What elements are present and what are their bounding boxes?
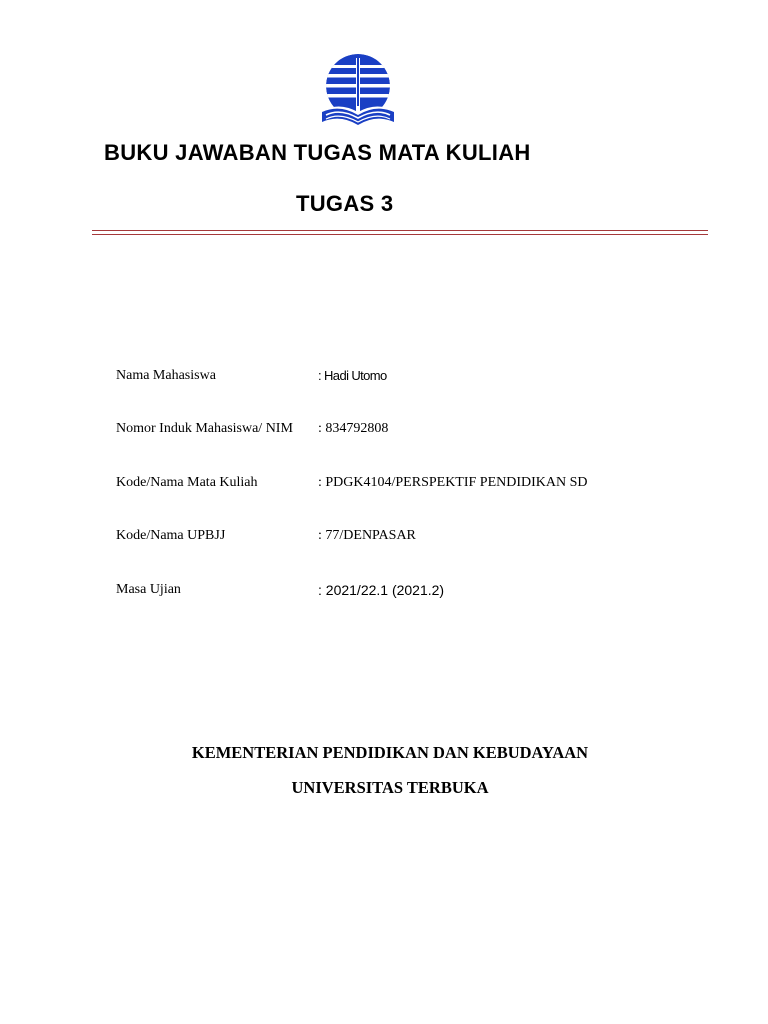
info-row-mata-kuliah — [116, 475, 716, 497]
title-divider-top — [92, 230, 708, 231]
info-row-upbjj — [116, 528, 716, 550]
info-value: : 834792808 — [318, 421, 389, 436]
info-value: : Hadi Utomo — [318, 368, 387, 383]
info-label: Kode/Nama Mata Kuliah — [116, 475, 258, 490]
info-row-nama — [116, 368, 716, 390]
info-label: Kode/Nama UPBJJ — [116, 528, 226, 543]
title-divider-bottom — [92, 234, 708, 235]
info-row-nim — [116, 421, 716, 443]
ministry-name: KEMENTERIAN PENDIDIKAN DAN KEBUDAYAAN — [191, 743, 589, 762]
info-label: Nomor Induk Mahasiswa/ NIM — [116, 421, 293, 436]
info-value: : PDGK4104/PERSPEKTIF PENDIDIKAN SD — [318, 475, 588, 490]
info-value: : 77/DENPASAR — [318, 528, 416, 543]
university-name: UNIVERSITAS TERBUKA — [291, 778, 489, 797]
document-title: BUKU JAWABAN TUGAS MATA KULIAH — [104, 140, 531, 165]
info-row-masa-ujian — [116, 582, 716, 604]
document-subtitle: TUGAS 3 — [296, 191, 394, 216]
info-label: Masa Ujian — [116, 582, 181, 597]
info-label: Nama Mahasiswa — [116, 368, 216, 383]
universitas-terbuka-logo-icon — [318, 52, 398, 128]
info-value: : 2021/22.1 (2021.2) — [318, 582, 445, 598]
